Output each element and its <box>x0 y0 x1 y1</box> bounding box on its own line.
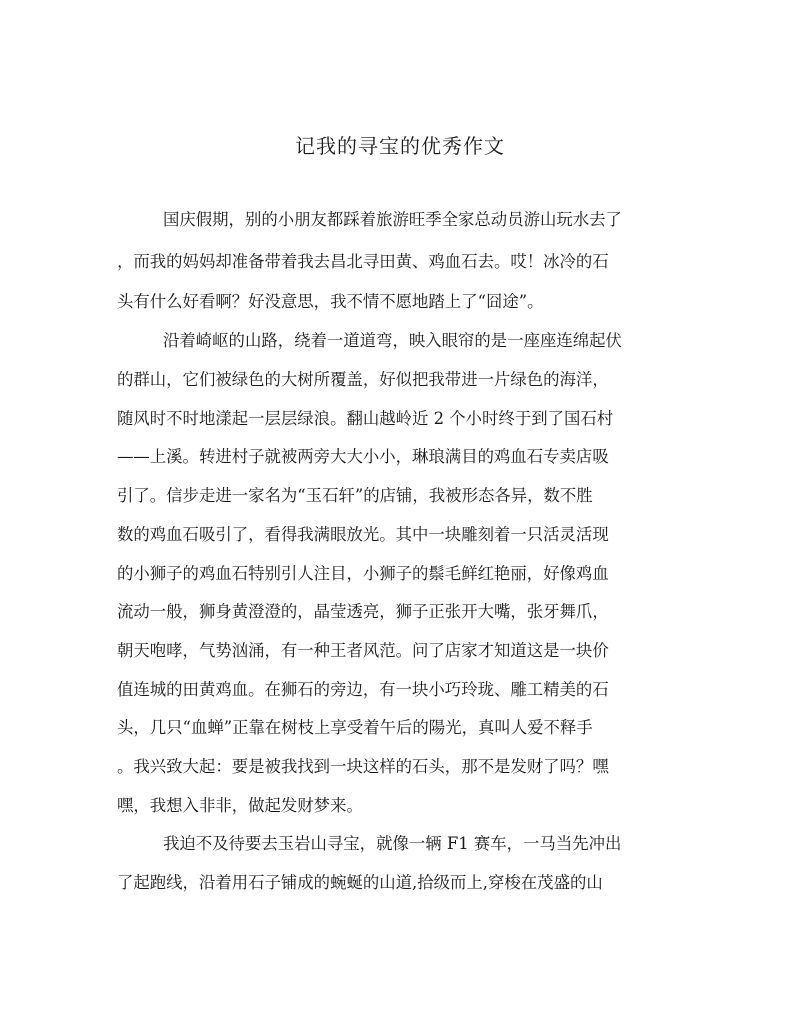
text-line: 的群山，它们被绿色的大树所覆盖，好似把我带进一片绿色的海洋， <box>117 370 609 389</box>
text-line: 嘿，我想入非非，做起发财梦来。 <box>117 796 363 815</box>
text-line: 朝天咆哮，气势汹涌，有一种王者风范。问了店家才知道这是一块价 <box>117 641 609 660</box>
text-line: 国庆假期，别的小朋友都踩着旅游旺季全家总动员游山玩水去了 <box>163 210 622 229</box>
text-line: 值连城的田黄鸡血。在狮石的旁边，有一块小巧玲珑、雕工精美的石 <box>117 680 609 699</box>
text-line: 流动一般，狮身黄澄澄的，晶莹透亮，狮子正张开大嘴，张牙舞爪， <box>117 602 609 621</box>
text-line: 头有什么好看啊？好没意思，我不情不愿地踏上了“囧途”。 <box>117 292 544 311</box>
text-line: 。我兴致大起：要是被我找到一块这样的石头，那不是发财了吗？嘿 <box>117 757 609 776</box>
text-line: 的小狮子的鸡血石特别引人注目，小狮子的鬃毛鲜红艳丽，好像鸡血 <box>117 564 609 583</box>
document-title: 记我的寻宝的优秀作文 <box>295 134 505 158</box>
text-line: 头，几只“血蝉”正靠在树枝上享受着午后的陽光，真叫人爱不释手 <box>117 718 593 737</box>
text-line: 数的鸡血石吸引了，看得我满眼放光。其中一块雕刻着一只活灵活现 <box>117 525 609 544</box>
text-line: ，而我的妈妈却准备带着我去昌北寻田黄、鸡血石去。哎！冰冷的石 <box>117 252 609 271</box>
text-line: 了起跑线，沿着用石子铺成的蜿蜒的山道,拾级而上,穿梭在茂盛的山 <box>117 873 603 892</box>
text-line: 我迫不及待要去玉岩山寻宝，就像一辆 F1 赛车，一马当先冲出 <box>163 834 622 853</box>
text-line: 随风时不时地漾起一层层绿浪。翻山越岭近 2 个小时终于到了国石村 <box>117 409 614 428</box>
text-line: ——上溪。转进村子就被两旁大大小小，琳琅满目的鸡血石专卖店吸 <box>117 447 609 466</box>
text-line: 引了。信步走进一家名为“玉石轩”的店铺，我被形态各异，数不胜 <box>117 486 593 505</box>
text-line: 沿着崎岖的山路，绕着一道道弯，映入眼帘的是一座座连绵起伏 <box>163 331 622 350</box>
